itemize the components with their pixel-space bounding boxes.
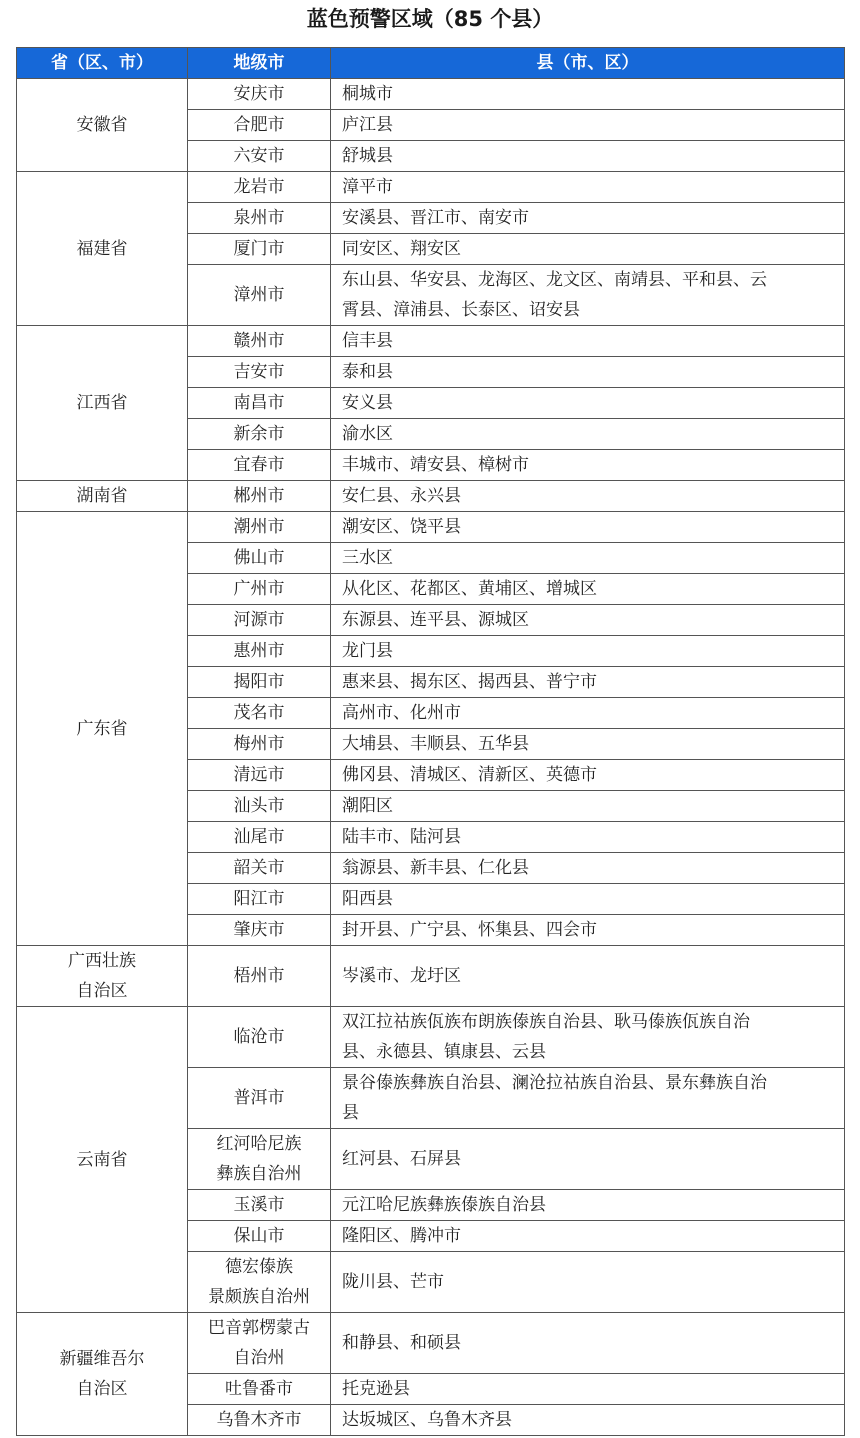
table-row (17, 512, 845, 543)
city-cell (188, 388, 331, 419)
county-list: 托克逊县 (342, 1379, 410, 1399)
city-name: 茂名市 (233, 703, 285, 723)
city-cell (188, 822, 331, 853)
city-name: 揭阳市 (233, 672, 285, 692)
county-cell (331, 1129, 845, 1190)
city-name: 新余市 (233, 424, 285, 444)
county-cell (331, 172, 845, 203)
city-cell (188, 234, 331, 265)
province-name: 自治区 (76, 981, 128, 1001)
county-list: 和静县、和硕县 (342, 1333, 461, 1353)
county-list: 陆丰市、陆河县 (342, 827, 461, 847)
county-list: 霄县、漳浦县、长泰区、诏安县 (342, 300, 580, 320)
county-cell (331, 203, 845, 234)
county-cell (331, 450, 845, 481)
city-cell (188, 357, 331, 388)
city-cell (188, 1007, 331, 1068)
province-name: 江西省 (76, 393, 128, 413)
city-name: 吉安市 (233, 362, 285, 382)
city-name: 泉州市 (233, 208, 285, 228)
county-cell (331, 822, 845, 853)
city-cell (188, 1374, 331, 1405)
city-name: 德宏傣族 (225, 1257, 293, 1277)
county-cell (331, 543, 845, 574)
province-name: 福建省 (76, 238, 128, 259)
city-cell (188, 543, 331, 574)
city-name: 韶关市 (233, 858, 285, 878)
city-cell (188, 667, 331, 698)
province-cell (17, 946, 188, 1007)
county-list: 漳平市 (342, 177, 393, 197)
table-row (17, 1313, 845, 1374)
city-cell (188, 729, 331, 760)
county-list: 岑溪市、龙圩区 (342, 966, 461, 986)
county-list: 县 (342, 1103, 359, 1123)
city-cell (188, 1129, 331, 1190)
table-row (17, 481, 845, 512)
city-cell (188, 79, 331, 110)
city-name: 肇庆市 (233, 920, 285, 940)
county-list: 同安区、翔安区 (342, 239, 461, 259)
county-list: 高州市、化州市 (342, 703, 461, 723)
county-list: 泰和县 (342, 362, 393, 382)
county-list: 佛冈县、清城区、清新区、英德市 (342, 765, 597, 785)
province-cell (17, 172, 188, 326)
city-name: 六安市 (233, 146, 285, 166)
county-list: 封开县、广宁县、怀集县、四会市 (342, 920, 597, 940)
county-list: 惠来县、揭东区、揭西县、普宁市 (342, 672, 597, 692)
county-list: 双江拉祜族佤族布朗族傣族自治县、耿马傣族佤族自治 (342, 1012, 750, 1032)
city-cell (188, 946, 331, 1007)
city-cell (188, 605, 331, 636)
city-name: 清远市 (233, 765, 285, 785)
county-cell (331, 791, 845, 822)
county-list: 潮阳区 (342, 796, 393, 816)
city-cell (188, 110, 331, 141)
city-cell (188, 172, 331, 203)
table-row (17, 172, 845, 203)
county-cell (331, 1221, 845, 1252)
county-cell (331, 946, 845, 1007)
province-name: 广西壮族 (68, 951, 136, 971)
city-name: 合肥市 (233, 115, 285, 135)
city-name: 临沧市 (233, 1027, 285, 1047)
city-name: 阳江市 (233, 889, 285, 909)
county-cell (331, 853, 845, 884)
header-county: 县（市、区） (331, 48, 845, 79)
county-cell (331, 357, 845, 388)
city-name: 漳州市 (233, 285, 285, 305)
county-cell (331, 574, 845, 605)
province-cell (17, 1007, 188, 1313)
city-name: 汕头市 (233, 796, 285, 816)
county-cell (331, 1374, 845, 1405)
county-list: 景谷傣族彝族自治县、澜沧拉祜族自治县、景东彝族自治 (342, 1073, 767, 1093)
county-list: 元江哈尼族彝族傣族自治县 (342, 1195, 546, 1215)
province-cell (17, 512, 188, 946)
header-city: 地级市 (188, 48, 331, 79)
city-name: 赣州市 (233, 331, 285, 351)
city-name: 河源市 (233, 610, 285, 630)
county-list: 东源县、连平县、源城区 (342, 610, 529, 630)
province-name: 自治区 (76, 1379, 128, 1399)
county-list: 丰城市、靖安县、樟树市 (342, 455, 529, 475)
province-cell (17, 326, 188, 481)
city-name: 吐鲁番市 (225, 1379, 293, 1399)
county-cell (331, 326, 845, 357)
city-name: 红河哈尼族 (216, 1134, 302, 1154)
city-name: 普洱市 (233, 1088, 285, 1108)
city-name: 保山市 (233, 1226, 285, 1246)
city-cell (188, 450, 331, 481)
county-cell (331, 234, 845, 265)
province-cell (17, 79, 188, 172)
city-cell (188, 636, 331, 667)
city-name: 佛山市 (233, 548, 285, 568)
county-list: 龙门县 (342, 641, 393, 661)
county-cell (331, 1068, 845, 1129)
city-name: 郴州市 (233, 486, 285, 506)
city-name: 巴音郭楞蒙古 (208, 1318, 310, 1338)
county-list: 桐城市 (342, 84, 393, 104)
county-cell (331, 884, 845, 915)
county-list: 红河县、石屏县 (342, 1149, 461, 1169)
province-cell (17, 1313, 188, 1436)
county-cell (331, 1007, 845, 1068)
county-list: 信丰县 (342, 331, 393, 351)
county-list: 安溪县、晋江市、南安市 (342, 208, 529, 228)
county-list: 阳西县 (342, 889, 393, 909)
county-cell (331, 1252, 845, 1313)
county-list: 陇川县、芒市 (342, 1272, 444, 1292)
table-header-row (17, 48, 845, 79)
city-cell (188, 419, 331, 450)
city-cell (188, 1190, 331, 1221)
county-cell (331, 388, 845, 419)
city-cell (188, 265, 331, 326)
county-cell (331, 729, 845, 760)
county-cell (331, 110, 845, 141)
province-cell (17, 481, 188, 512)
city-cell (188, 203, 331, 234)
county-cell (331, 1405, 845, 1436)
county-cell (331, 419, 845, 450)
city-name: 龙岩市 (233, 177, 285, 197)
city-cell (188, 1313, 331, 1374)
county-list: 安仁县、永兴县 (342, 486, 461, 506)
county-cell (331, 760, 845, 791)
county-list: 三水区 (342, 548, 393, 568)
city-name: 景颇族自治州 (208, 1287, 310, 1307)
city-cell (188, 141, 331, 172)
county-cell (331, 79, 845, 110)
county-cell (331, 1313, 845, 1374)
county-list: 庐江县 (342, 115, 393, 135)
county-cell (331, 481, 845, 512)
city-name: 广州市 (233, 579, 285, 599)
province-name: 湖南省 (76, 486, 128, 506)
city-cell (188, 481, 331, 512)
county-list: 翁源县、新丰县、仁化县 (342, 858, 529, 878)
city-name: 厦门市 (233, 239, 285, 259)
county-cell (331, 636, 845, 667)
city-cell (188, 884, 331, 915)
table-row (17, 946, 845, 1007)
city-name: 惠州市 (233, 641, 285, 661)
city-name: 自治州 (233, 1348, 285, 1368)
city-cell (188, 1068, 331, 1129)
county-list: 潮安区、饶平县 (342, 517, 461, 537)
city-cell (188, 1221, 331, 1252)
city-name: 梧州市 (233, 966, 285, 986)
city-name: 乌鲁木齐市 (216, 1410, 302, 1430)
city-cell (188, 915, 331, 946)
county-list: 隆阳区、腾冲市 (342, 1226, 461, 1246)
county-list: 从化区、花都区、黄埔区、增城区 (342, 579, 597, 599)
table-row (17, 79, 845, 110)
county-list: 达坂城区、乌鲁木齐县 (342, 1410, 512, 1430)
city-cell (188, 1405, 331, 1436)
province-name: 新疆维吾尔 (59, 1349, 145, 1369)
county-cell (331, 698, 845, 729)
page-title: 蓝色预警区域（85 个县） (306, 7, 554, 31)
city-name: 宜春市 (233, 455, 285, 475)
table-row (17, 1007, 845, 1068)
warning-region-table (16, 47, 845, 1436)
city-cell (188, 512, 331, 543)
province-name: 安徽省 (76, 115, 128, 135)
county-cell (331, 141, 845, 172)
city-name: 梅州市 (233, 734, 285, 754)
city-cell (188, 853, 331, 884)
city-name: 安庆市 (233, 84, 285, 104)
city-cell (188, 1252, 331, 1313)
province-name: 云南省 (76, 1149, 128, 1170)
county-list: 东山县、华安县、龙海区、龙文区、南靖县、平和县、云 (342, 270, 767, 290)
county-list: 安义县 (342, 393, 393, 413)
county-cell (331, 605, 845, 636)
county-cell (331, 667, 845, 698)
county-cell (331, 265, 845, 326)
table-body (17, 79, 845, 1436)
city-cell (188, 698, 331, 729)
county-cell (331, 1190, 845, 1221)
city-name: 玉溪市 (233, 1195, 285, 1215)
header-province: 省（区、市） (17, 48, 188, 79)
city-cell (188, 326, 331, 357)
city-name: 彝族自治州 (216, 1164, 302, 1184)
county-list: 舒城县 (342, 146, 393, 166)
city-name: 汕尾市 (233, 827, 285, 847)
county-cell (331, 915, 845, 946)
county-list: 渝水区 (342, 424, 393, 444)
city-cell (188, 574, 331, 605)
county-list: 县、永德县、镇康县、云县 (342, 1042, 546, 1062)
city-cell (188, 791, 331, 822)
table-row (17, 326, 845, 357)
city-name: 潮州市 (233, 517, 285, 537)
county-cell (331, 512, 845, 543)
province-name: 广东省 (76, 718, 128, 739)
county-list: 大埔县、丰顺县、五华县 (342, 734, 529, 754)
city-name: 南昌市 (233, 393, 285, 413)
city-cell (188, 760, 331, 791)
